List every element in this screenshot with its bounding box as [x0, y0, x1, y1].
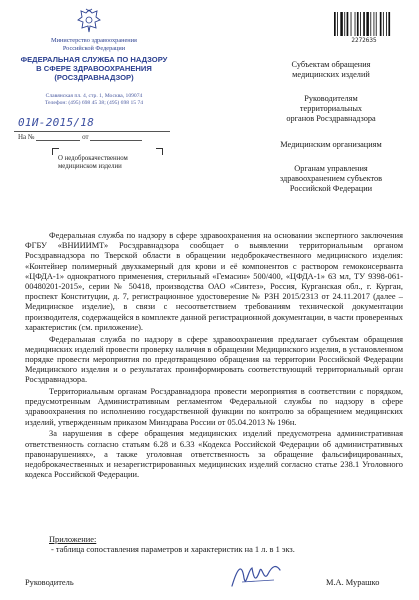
ministry-line: Российской Федерации [62, 44, 126, 52]
reference-prefix: На № [18, 133, 35, 141]
letter-body [25, 231, 403, 482]
body-paragraph: Федеральная служба по надзору в сфере здравоохранения на основании экспертного заключения ФГБУ «ВНИИИМТ» Росздравнадзора сообщает о выявлении территориальным органом Росздравнадзора по Тверской области в обращении недоброкачественного медицинского изделия: «Контейнер полимерный двухкамерный для крови и её компонентов с раствором гемоконсерванта «ЦФДА-1» однократного применения, стерильный «Гемасин» 500/400, «ЦФДА-1» 63 мл, ТУ 9398-061-00480201-2015», серии № 50418, производства ОАО «Синтез», Россия, Курганская обл., г. Курган, проспект Конституции, д. 7, регистрационное удостоверение № РЗН 2015/2313 от 24.11.2017 (далее – Медицинское изделие), в связи с несоответствием требованиям технической документации производителя, содержащейся в комплекте данной регистрационной документации, в части проверенных характеристик (см. приложение). [25, 231, 403, 332]
signatory-role: Руководитель [25, 578, 74, 587]
addressee-line: Руководителям [304, 94, 358, 103]
attachment-label: Приложение: [49, 535, 97, 544]
addressee-line: Российской Федерации [289, 184, 373, 193]
barcode-bar [388, 12, 390, 36]
agency-name [20, 55, 168, 83]
agency-line: ФЕДЕРАЛЬНАЯ СЛУЖБА ПО НАДЗОРУ [20, 55, 168, 64]
barcode-bar [360, 12, 361, 36]
barcode-bar [347, 12, 349, 36]
subject-line: О недоброкачественном [58, 155, 128, 162]
ministry-line: Министерство здравоохранения [51, 37, 137, 44]
barcode-bar [383, 12, 384, 36]
barcode-bar [366, 12, 369, 36]
reference-from-label: от [82, 133, 89, 141]
addressee-block [256, 94, 406, 124]
address-line: Телефон: (495) 698 45 38; (495) 698 15 74 [44, 100, 144, 106]
addressee-block [256, 140, 406, 150]
ministry-name [24, 37, 164, 52]
barcode-bar [334, 12, 336, 36]
barcode-image [333, 12, 395, 36]
addressee-line: Медицинским организациям [280, 140, 382, 149]
coat-of-arms-emblem [76, 8, 102, 34]
address-line: Славянская пл. 4, стр. 1, Москва, 109074 [45, 93, 143, 99]
reference-date-blank [90, 133, 142, 141]
barcode-bar [337, 12, 338, 36]
barcode-bar [370, 12, 371, 36]
reference-row [18, 133, 142, 141]
barcode-bar [340, 12, 343, 36]
agency-line: (РОСЗДРАВНАДЗОР) [54, 73, 134, 83]
addressee-block [256, 60, 406, 80]
subject-line: медицинском изделии [58, 163, 122, 171]
agency-line: В СФЕРЕ ЗДРАВООХРАНЕНИЯ [36, 64, 152, 74]
addressee-line: Органам управления [294, 164, 368, 173]
agency-address [24, 93, 164, 107]
barcode-bar [357, 12, 359, 36]
letter-subject [58, 155, 168, 171]
barcode-number: 2272635 [351, 37, 377, 44]
addressee-line: органов Росздравнадзора [286, 114, 376, 123]
addressee-block [256, 164, 406, 194]
subject-bracket-left [52, 148, 59, 155]
addressee-line: Субъектам обращения [291, 60, 371, 69]
barcode-bar [355, 12, 356, 36]
subject-bracket-right [156, 148, 163, 155]
barcode-bar [386, 12, 387, 36]
barcode-bar [344, 12, 345, 36]
barcode-bar [380, 12, 382, 36]
body-paragraph: За нарушения в сфере обращения медицинских изделий предусмотрена административная ответственность согласно статьям 6.28 и 6.33 «Кодекса Российской Федерации об административных правонарушениях», а также уголовная ответственность за обращение фальсифицированных, недоброкачественных и незарегистрированных медицинских изделий согласно статье 238.1 Уголовного кодекса Российской Федерации. [25, 429, 403, 480]
handwritten-signature [228, 560, 284, 592]
registration-number-stamp: 01И-2015/18 [18, 116, 95, 129]
body-paragraph: Федеральная служба по надзору в сфере здравоохранения предлагает субъектам обращения медицинских изделий провести проверку наличия в обращении Медицинского изделия, в установленном порядке провести мероприятия по предотвращению обращения на территории Российской Федерации Медицинского изделия и о результатах проинформировать соответствующий территориальный орган Росздравнадзора. [25, 334, 403, 385]
signatory-name: М.А. Мурашко [326, 578, 380, 587]
barcode-bar [363, 12, 365, 36]
barcode-bar [351, 12, 352, 36]
addressee-line: территориальных [299, 104, 363, 113]
reference-number-blank [36, 133, 80, 141]
attachment-item: - таблица сопоставления параметров и характеристик на 1 л. в 1 экз. [51, 545, 295, 555]
barcode-bar [374, 12, 375, 36]
body-paragraph: Территориальным органам Росздравнадзора провести мероприятия в соответствии с порядком, предусмотренным Административным регламентом Федеральной службы по надзору в сфере здравоохранения по исполнению государственной функции по контролю за обращением медицинских изделий, утвержденным приказом Минздрава России от 05.04.2013 № 196н. [25, 387, 403, 427]
addressee-line: здравоохранением субъектов [279, 174, 383, 183]
attachment-section [25, 535, 403, 556]
addressee-line: медицинских изделий [292, 70, 370, 79]
registration-underline [14, 131, 170, 132]
barcode-bar [376, 12, 377, 36]
